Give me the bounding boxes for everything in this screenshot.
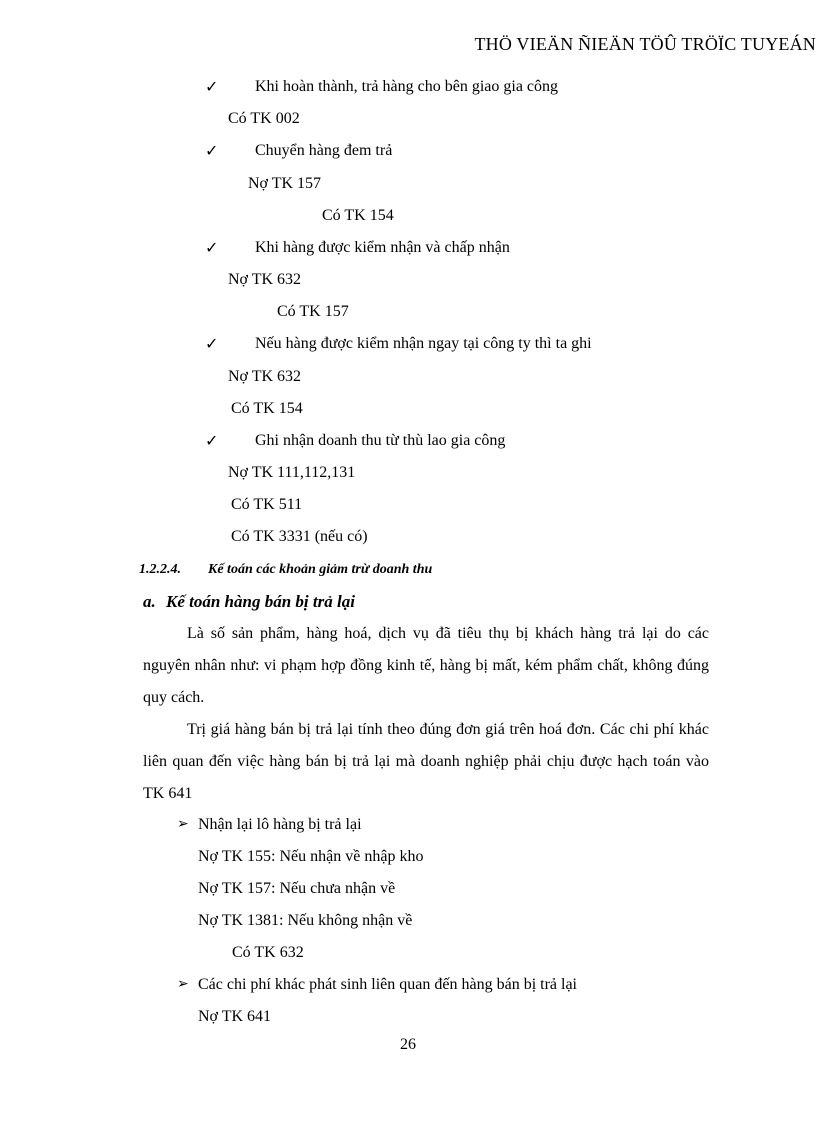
check-icon: ✓ (205, 79, 219, 96)
check-icon: ✓ (205, 240, 219, 257)
section-number: 1.2.2.4. (139, 562, 181, 577)
paragraph: Là số sản phẩm, hàng hoá, dịch vụ đã tiêu thụ bị khách hàng trả lại do các nguyên nhân như: vi phạm hợp đồng kinh tế, hàng bị mất, kém phẩm chất, không đúng quy cách. (143, 625, 709, 706)
page-number: 26 (400, 1036, 416, 1053)
subsection-title: Kế toán hàng bán bị trả lại (166, 592, 355, 611)
check-icon: ✓ (205, 143, 219, 160)
entry-text: Có TK 3331 (nếu có) (231, 528, 368, 545)
arrow-bullet-icon: ➢ (177, 977, 189, 992)
entry-text: Nợ TK 111,112,131 (228, 464, 356, 481)
entry-text: Nếu hàng được kiểm nhận ngay tại công ty thì ta ghi (255, 335, 592, 352)
check-icon: ✓ (205, 433, 219, 450)
return-item: Nợ TK 1381: Nếu không nhận về (198, 912, 413, 929)
subsection-label: a. (143, 592, 156, 611)
entry-text: Có TK 002 (228, 110, 300, 127)
entry-text: Ghi nhận doanh thu từ thù lao gia công (255, 432, 506, 449)
entry-text: Có TK 157 (277, 303, 349, 320)
entry-text: Nợ TK 157 (248, 175, 322, 192)
section-title: Kế toán các khoản giảm trừ doanh thu (208, 562, 433, 577)
entry-text: Khi hoàn thành, trả hàng cho bên giao gia công (255, 78, 559, 95)
check-icon: ✓ (205, 336, 219, 353)
return-item: Có TK 632 (232, 944, 304, 961)
return-item: Nhận lại lô hàng bị trả lại (198, 816, 362, 833)
return-item: Các chi phí khác phát sinh liên quan đến hàng bán bị trả lại (198, 976, 577, 993)
page-header: THÖ VIEÄN ÑIEÄN TÖÛ TRÖÏC TUYEÁN (474, 34, 816, 54)
entry-text: Có TK 511 (231, 496, 303, 513)
return-item: Nợ TK 155: Nếu nhận về nhập kho (198, 848, 424, 865)
return-item: Nợ TK 157: Nếu chưa nhận về (198, 880, 396, 897)
entry-text: Nợ TK 632 (228, 368, 302, 385)
entry-text: Có TK 154 (231, 400, 303, 417)
entry-text: Có TK 154 (322, 207, 394, 224)
paragraph: Trị giá hàng bán bị trả lại tính theo đúng đơn giá trên hoá đơn. Các chi phí khác liên quan đến việc hàng bán bị trả lại mà doanh nghiệp phải chịu được hạch toán vào TK 641 (143, 721, 709, 802)
entry-text: Chuyển hàng đem trả (255, 142, 393, 159)
arrow-bullet-icon: ➢ (177, 817, 189, 832)
return-item: Nợ TK 641 (198, 1008, 272, 1025)
entry-text: Khi hàng được kiểm nhận và chấp nhận (255, 239, 510, 256)
entry-text: Nợ TK 632 (228, 271, 302, 288)
